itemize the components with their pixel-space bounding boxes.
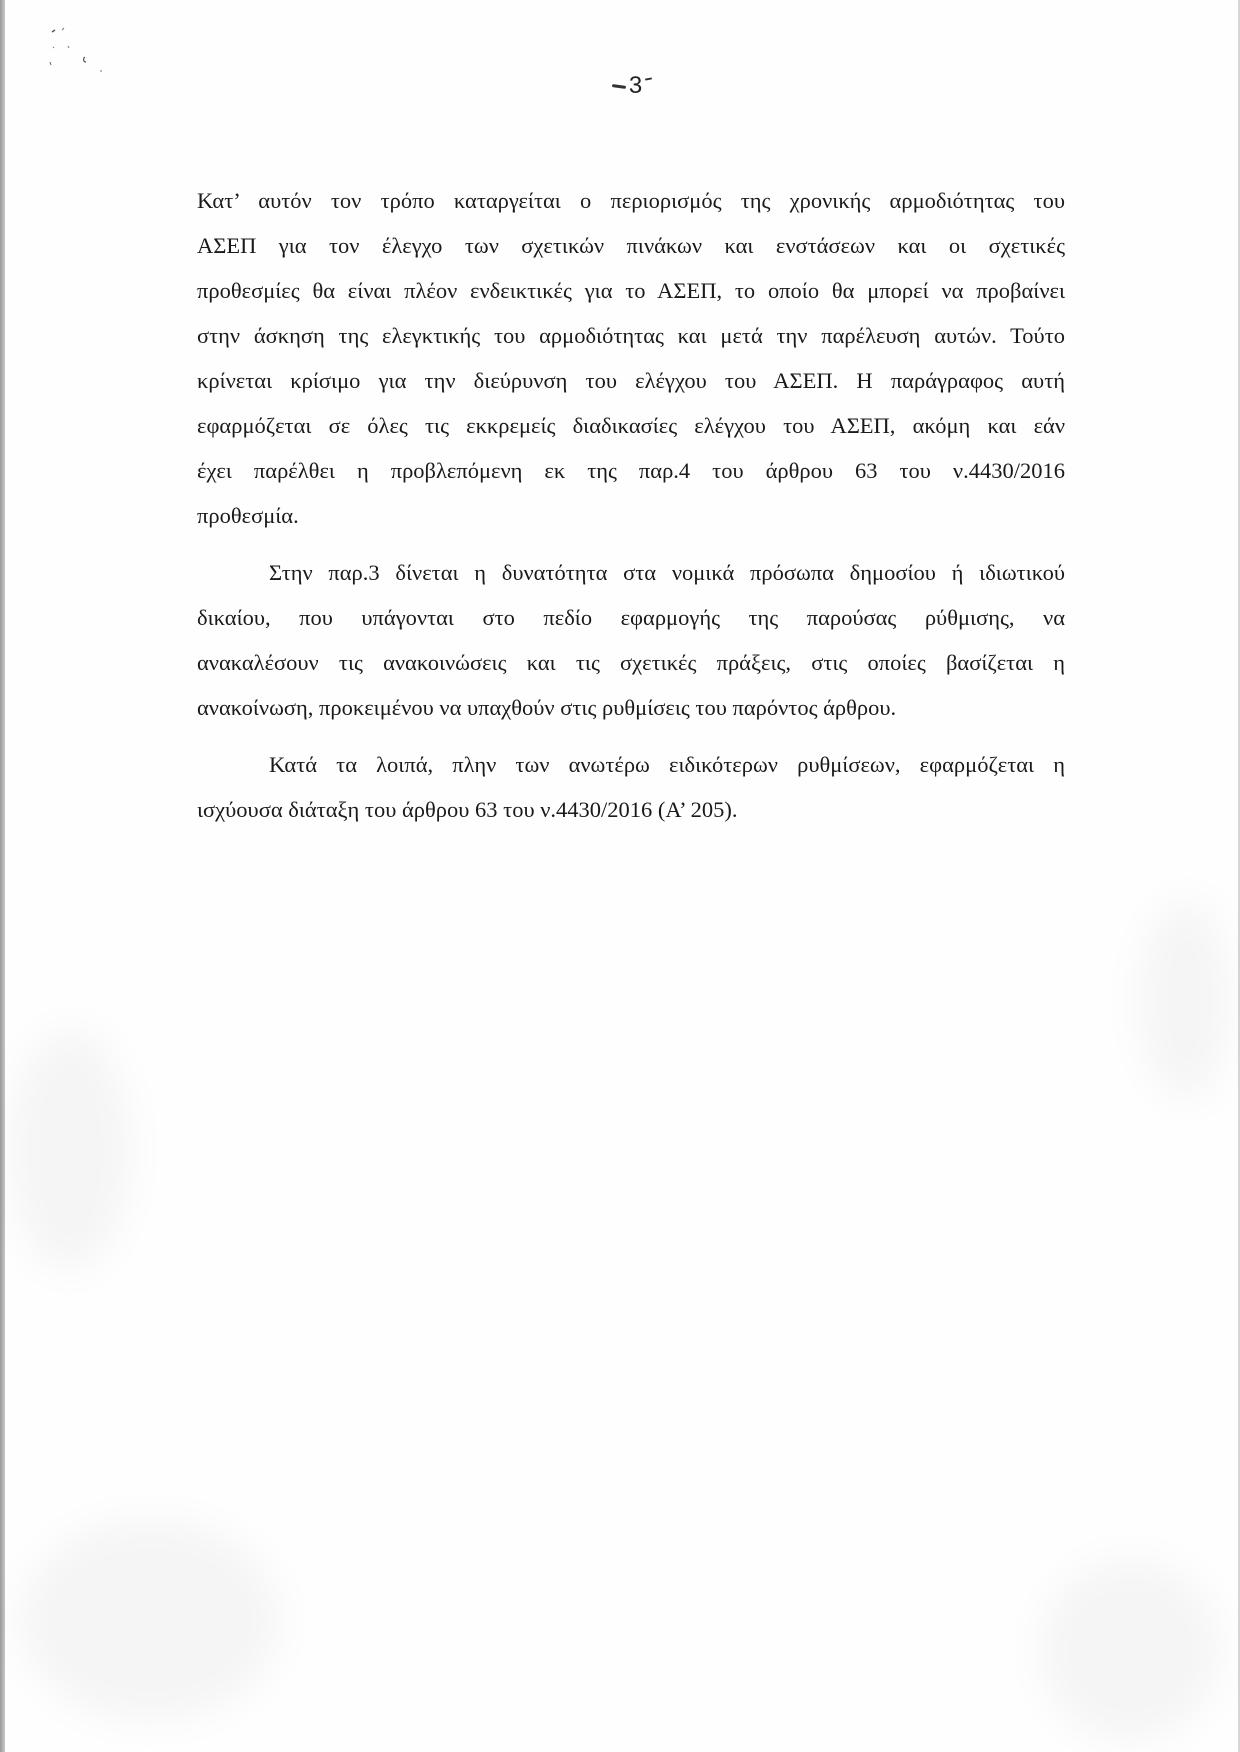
document-body (197, 178, 1065, 844)
text-line: εφαρμόζεται σε όλες τις εκκρεμείς διαδικασίες ελέγχου του ΑΣΕΠ, ακόμη και εάν (197, 413, 1065, 438)
text-line: Στην παρ.3 δίνεται η δυνατότητα στα νομικά πρόσωπα δημοσίου ή ιδιωτικού (269, 560, 1065, 585)
dash-decoration (612, 84, 626, 89)
text-line: στην άσκηση της ελεγκτικής του αρμοδιότητας και μετά την παρέλευση αυτών. Τούτο (197, 323, 1065, 348)
paragraph-2 (197, 550, 1065, 730)
text-line: κρίνεται κρίσιμο για την διεύρυνση του ελέγχου του ΑΣΕΠ. Η παράγραφος αυτή (197, 368, 1065, 393)
scan-specks (40, 20, 160, 100)
text-line: ανακοίνωση, προκειμένου να υπαχθούν στις ρυθμίσεις του παρόντος άρθρου. (197, 695, 897, 720)
text-line: έχει παρέλθει η προβλεπόμενη εκ της παρ.4 του άρθρου 63 του ν.4430/2016 (197, 458, 1065, 483)
paragraph-3 (197, 742, 1065, 832)
text-line: Κατ’ αυτόν τον τρόπο καταργείται ο περιορισμός της χρονικής αρμοδιότητας του (197, 188, 1065, 213)
page-number (592, 72, 672, 100)
text-line: δικαίου, που υπάγονται στο πεδίο εφαρμογής της παρούσας ρύθμισης, να (197, 605, 1065, 630)
text-line: ανακαλέσουν τις ανακοινώσεις και τις σχετικές πράξεις, στις οποίες βασίζεται η (197, 650, 1065, 675)
text-line: προθεσμία. (197, 503, 299, 528)
scan-shade (10, 1030, 130, 1270)
text-line: ΑΣΕΠ για τον έλεγχο των σχετικών πινάκων και ενστάσεων και οι σχετικές (197, 233, 1065, 258)
page-number-value: 3 (628, 72, 644, 99)
scan-border-left (0, 0, 5, 1752)
paragraph-1 (197, 178, 1065, 538)
scan-shade (1040, 1560, 1220, 1740)
scan-shade (1140, 900, 1230, 1100)
text-line: προθεσμίες θα είναι πλέον ενδεικτικές για το ΑΣΕΠ, το οποίο θα μπορεί να προβαίνει (197, 278, 1065, 303)
text-line: ισχύουσα διάταξη του άρθρου 63 του ν.4430/2016 (Α’ 205). (197, 797, 738, 822)
scan-shade (20, 1520, 280, 1720)
text-line: Κατά τα λοιπά, πλην των ανωτέρω ειδικότερων ρυθμίσεων, εφαρμόζεται η (269, 752, 1065, 777)
dash-decoration (645, 77, 652, 80)
